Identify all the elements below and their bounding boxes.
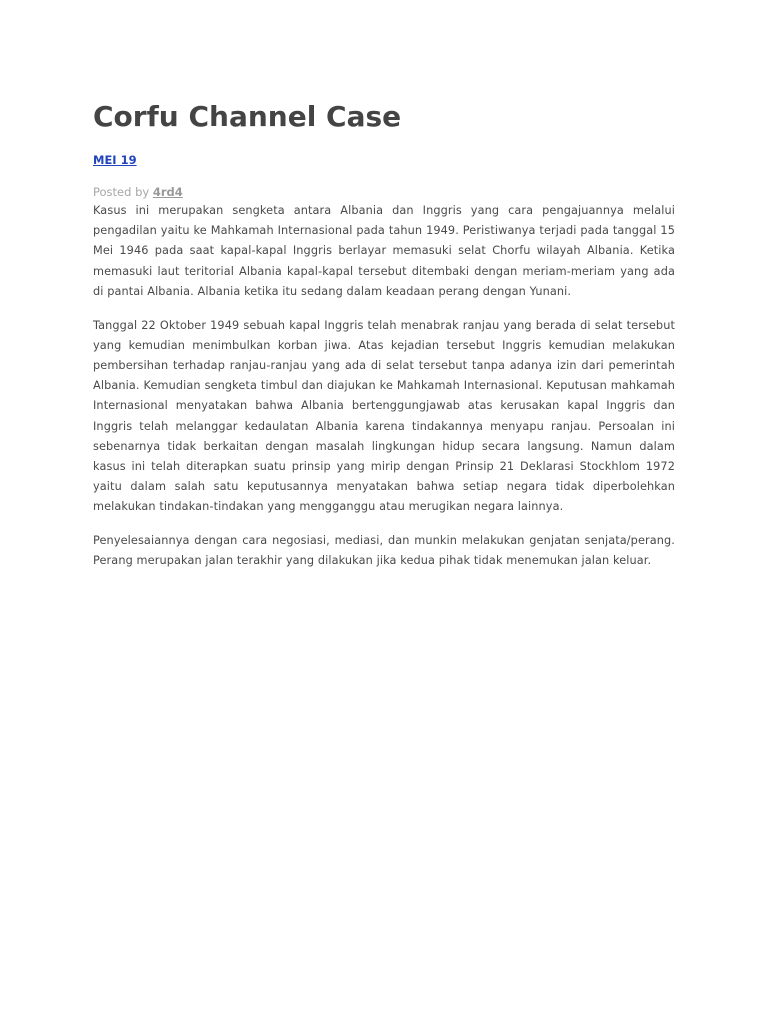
post-body (93, 201, 675, 571)
post-paragraph: Tanggal 22 Oktober 1949 sebuah kapal Inggris telah menabrak ranjau yang berada di selat tersebut yang kemudian menimbulkan korban jiwa. Atas kejadian tersebut Inggris kemudian melakukan pembersihan terhadap ranjau-ranjau yang ada di selat tersebut tanpa adanya izin dari pemerintah Albania. Kemudian sengketa timbul dan diajukan ke Mahkamah Internasional. Keputusan mahkamah Internasional menyatakan bahwa Albania bertenggungjawab atas kerusakan kapal Inggris dan Inggris telah melanggar kedaulatan Albania karena tindakannya menyapu ranjau. Persoalan ini sebenarnya tidak berkaitan dengan masalah lingkungan hidup secara langsung. Namun dalam kasus ini telah diterapkan suatu prinsip yang mirip dengan Prinsip 21 Deklarasi Stockhlom 1972 yaitu dalam salah satu keputusannya menyatakan bahwa setiap negara tidak diperbolehkan melakukan tindakan-tindakan yang mengganggu atau merugikan negara lainnya. (93, 318, 675, 514)
author-link[interactable]: 4rd4 (152, 185, 183, 199)
posted-by-label: Posted by (93, 185, 150, 199)
post-meta (93, 185, 675, 199)
post-date-link[interactable]: MEI 19 (93, 153, 137, 167)
blog-post (93, 98, 675, 585)
post-paragraph: Kasus ini merupakan sengketa antara Albania dan Inggris yang cara pengajuannya melalui pengadilan yaitu ke Mahkamah Internasional pada tahun 1949. Peristiwanya terjadi pada tanggal 15 Mei 1946 pada saat kapal-kapal Inggris berlayar memasuki selat Chorfu wilayah Albania. Ketika memasuki laut teritorial Albania kapal-kapal tersebut ditembaki dengan meriam-meriam yang ada di pantai Albania. Albania ketika itu sedang dalam keadaan perang dengan Yunani. (93, 204, 675, 298)
post-paragraph: Penyelesaiannya dengan cara negosiasi, mediasi, dan munkin melakukan genjatan senjata/perang. Perang merupakan jalan terakhir yang dilakukan jika kedua pihak tidak menemukan jalan keluar. (93, 534, 675, 568)
post-title: Corfu Channel Case (93, 100, 402, 133)
